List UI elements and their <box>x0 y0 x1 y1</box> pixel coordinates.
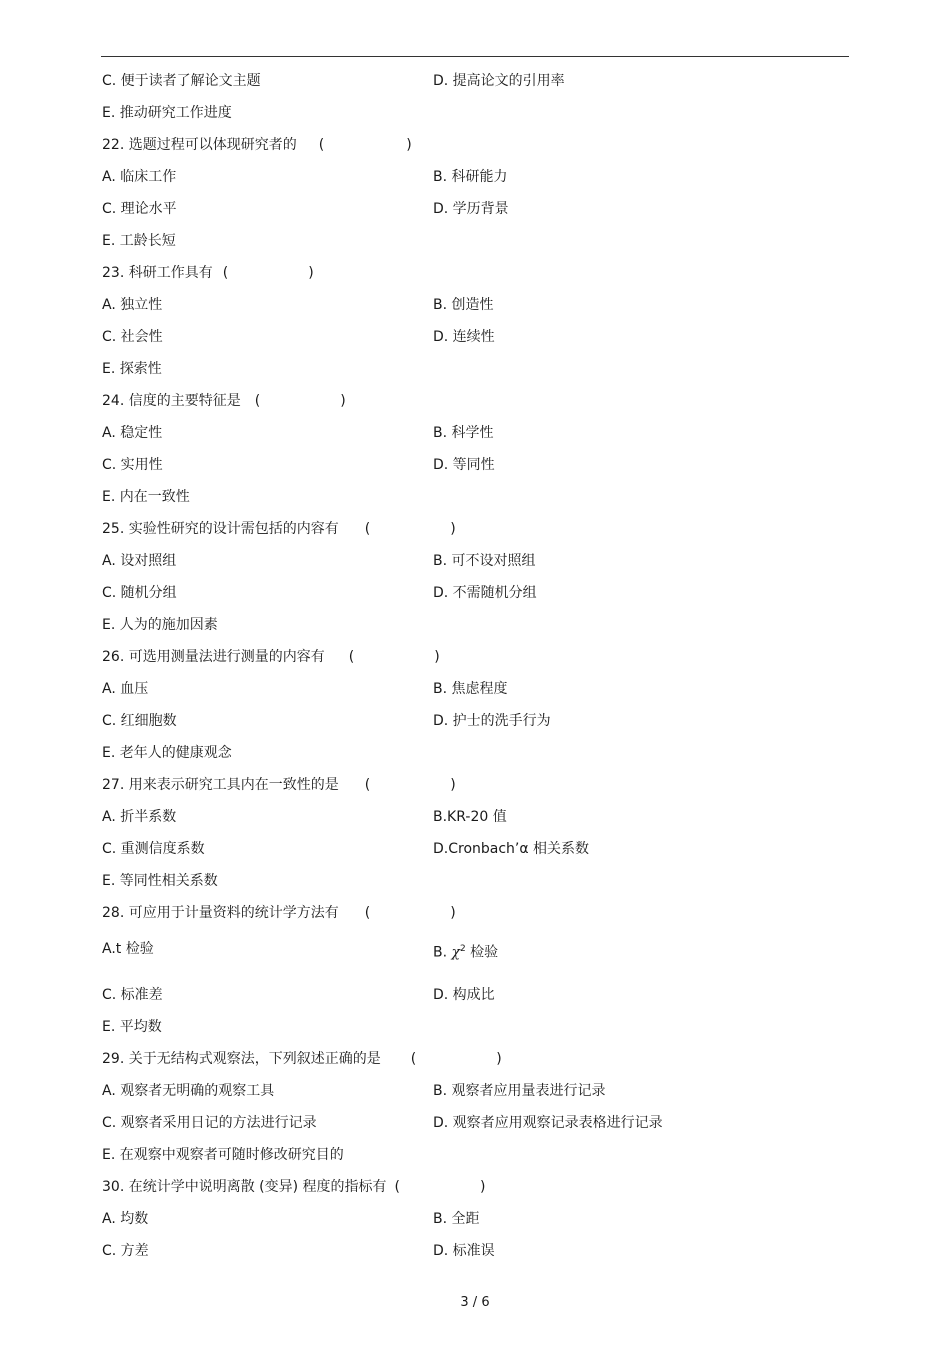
q25-blank-close: ) <box>450 521 456 537</box>
q23-option-a: A. 独立性 <box>102 297 163 313</box>
q25-option-a: A. 设对照组 <box>102 553 177 569</box>
q27-stem-text: 27. 用来表示研究工具内在一致性的是 <box>102 777 339 793</box>
q30-option-c: C. 方差 <box>102 1243 149 1259</box>
q25-option-b: B. 可不设对照组 <box>433 553 536 569</box>
q26-option-c: C. 红细胞数 <box>102 713 177 729</box>
q30-option-a: A. 均数 <box>102 1211 149 1227</box>
q24-blank-open: ( <box>254 393 261 409</box>
q27-option-b: B.KR-20 值 <box>433 809 507 825</box>
q28-blank-open: ( <box>364 905 371 921</box>
q29-option-a: A. 观察者无明确的观察工具 <box>102 1083 275 1099</box>
q30-blank-open: ( <box>394 1179 401 1195</box>
q22-stem-text: 22. 选题过程可以体现研究者的 <box>102 137 297 153</box>
q28-stem-text: 28. 可应用于计量资料的统计学方法有 <box>102 905 339 921</box>
q27-blank-open: ( <box>364 777 371 793</box>
q27-option-c: C. 重测信度系数 <box>102 841 205 857</box>
q22-option-e: E. 工龄长短 <box>102 233 176 249</box>
chi-exponent: 2 <box>460 944 466 954</box>
q29-option-b: B. 观察者应用量表进行记录 <box>433 1083 606 1099</box>
q28-option-b-prefix: B. <box>433 944 452 961</box>
header-rule <box>101 56 849 57</box>
q28-option-c: C. 标准差 <box>102 987 163 1003</box>
q25-blank-open: ( <box>364 521 371 537</box>
q24-blank-close: ) <box>340 393 346 409</box>
q28-option-d: D. 构成比 <box>433 987 495 1003</box>
q28-blank-close: ) <box>450 905 456 921</box>
q23-stem-text: 23. 科研工作具有 <box>102 265 213 281</box>
q21-option-c: C. 便于读者了解论文主题 <box>102 73 261 89</box>
q29-stem <box>102 1050 502 1068</box>
q22-option-b: B. 科研能力 <box>433 169 508 185</box>
q26-stem-text: 26. 可选用测量法进行测量的内容有 <box>102 649 325 665</box>
q23-stem <box>102 264 314 282</box>
q25-option-c: C. 随机分组 <box>102 585 177 601</box>
q24-option-c: C. 实用性 <box>102 457 163 473</box>
q28-stem <box>102 904 456 922</box>
q29-blank-close: ) <box>496 1051 502 1067</box>
q26-blank-open: ( <box>348 649 355 665</box>
q24-option-d: D. 等同性 <box>433 457 495 473</box>
q24-option-b: B. 科学性 <box>433 425 494 441</box>
q24-stem <box>102 392 346 410</box>
q26-stem <box>102 648 440 666</box>
q29-option-c: C. 观察者采用日记的方法进行记录 <box>102 1115 317 1131</box>
q30-blank-close: ) <box>480 1179 486 1195</box>
q22-option-a: A. 临床工作 <box>102 169 177 185</box>
q24-stem-text: 24. 信度的主要特征是 <box>102 393 241 409</box>
q30-stem <box>102 1178 486 1196</box>
q27-option-e: E. 等同性相关系数 <box>102 873 218 889</box>
q28-option-e: E. 平均数 <box>102 1019 162 1035</box>
q30-option-d: D. 标准误 <box>433 1243 495 1259</box>
q28-option-b-suffix: 检验 <box>465 944 499 961</box>
q30-stem-text: 30. 在统计学中说明离散 (变异) 程度的指标有 <box>102 1179 387 1195</box>
q28-option-a: A.t 检验 <box>102 941 154 957</box>
q22-option-d: D. 学历背景 <box>433 201 509 217</box>
q27-option-d: D.Cronbach’α 相关系数 <box>433 841 590 857</box>
q26-option-d: D. 护士的洗手行为 <box>433 713 551 729</box>
q22-blank-open: ( <box>318 137 325 153</box>
q23-option-c: C. 社会性 <box>102 329 163 345</box>
q30-option-b: B. 全距 <box>433 1211 480 1227</box>
q23-option-d: D. 连续性 <box>433 329 495 345</box>
q27-blank-close: ) <box>450 777 456 793</box>
q21-option-d: D. 提高论文的引用率 <box>433 73 565 89</box>
q29-option-d: D. 观察者应用观察记录表格进行记录 <box>433 1115 663 1131</box>
q23-blank-open: ( <box>222 265 229 281</box>
q23-option-b: B. 创造性 <box>433 297 494 313</box>
q26-option-b: B. 焦虑程度 <box>433 681 508 697</box>
q28-option-b <box>433 940 498 962</box>
q26-option-a: A. 血压 <box>102 681 149 697</box>
q23-blank-close: ) <box>308 265 314 281</box>
q24-option-e: E. 内在一致性 <box>102 489 190 505</box>
q23-option-e: E. 探索性 <box>102 361 162 377</box>
q25-option-d: D. 不需随机分组 <box>433 585 537 601</box>
q29-stem-text: 29. 关于无结构式观察法，下列叙述正确的是 <box>102 1051 381 1067</box>
q29-option-e: E. 在观察中观察者可随时修改研究目的 <box>102 1147 344 1163</box>
chi-symbol: χ <box>451 944 460 961</box>
page-number: 3 / 6 <box>460 1295 490 1310</box>
q27-option-a: A. 折半系数 <box>102 809 177 825</box>
q26-option-e: E. 老年人的健康观念 <box>102 745 232 761</box>
q29-blank-open: ( <box>410 1051 417 1067</box>
q22-option-c: C. 理论水平 <box>102 201 177 217</box>
q22-blank-close: ) <box>406 137 412 153</box>
q25-stem-text: 25. 实验性研究的设计需包括的内容有 <box>102 521 339 537</box>
q26-blank-close: ) <box>434 649 440 665</box>
q24-option-a: A. 稳定性 <box>102 425 163 441</box>
q22-stem <box>102 136 412 154</box>
q27-stem <box>102 776 456 794</box>
q25-option-e: E. 人为的施加因素 <box>102 617 218 633</box>
q21-option-e: E. 推动研究工作进度 <box>102 105 232 121</box>
q25-stem <box>102 520 456 538</box>
